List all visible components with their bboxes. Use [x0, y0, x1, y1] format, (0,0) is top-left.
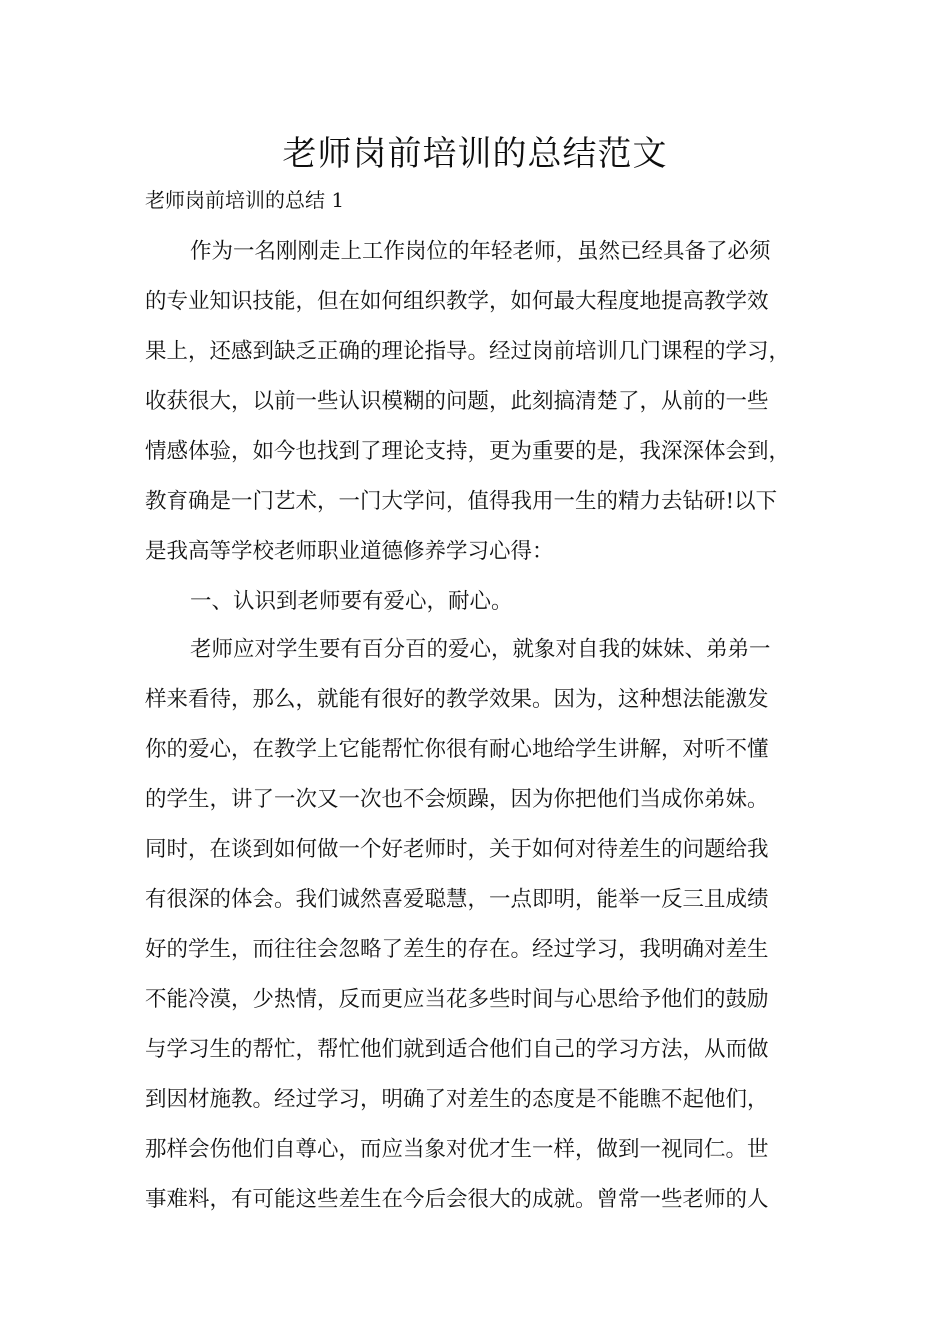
document-title: 老师岗前培训的总结范文 — [282, 134, 668, 174]
paragraph-line: 的学生，讲了一次又一次也不会烦躁，因为你把他们当成你弟妹。 — [145, 787, 769, 812]
paragraph-line: 好的学生，而往往会忽略了差生的存在。经过学习，我明确对差生 — [145, 937, 769, 962]
paragraph-line: 收获很大，以前一些认识模糊的问题，此刻搞清楚了，从前的一些 — [145, 389, 769, 414]
paragraph-line: 不能冷漠，少热情，反而更应当花多些时间与心思给予他们的鼓励 — [145, 987, 769, 1012]
paragraph-line: 你的爱心，在教学上它能帮忙你很有耐心地给学生讲解，对听不懂 — [145, 737, 769, 762]
paragraph-line: 果上，还感到缺乏正确的理论指导。经过岗前培训几门课程的学习， — [145, 339, 791, 364]
paragraph-line: 情感体验，如今也找到了理论支持，更为重要的是，我深深体会到， — [145, 439, 791, 464]
section-heading: 一、认识到老师要有爱心，耐心。 — [190, 589, 513, 614]
document-subtitle: 老师岗前培训的总结 1 — [145, 188, 345, 212]
paragraph-line: 作为一名刚刚走上工作岗位的年轻老师，虽然已经具备了必须 — [190, 239, 771, 264]
paragraph-line: 到因材施教。经过学习，明确了对差生的态度是不能瞧不起他们， — [145, 1087, 769, 1112]
paragraph-line: 那样会伤他们自尊心，而应当象对优才生一样，做到一视同仁。世 — [145, 1137, 769, 1162]
paragraph-line: 教育确是一门艺术，一门大学问，值得我用一生的精力去钻研!以下 — [145, 489, 778, 514]
paragraph-line: 有很深的体会。我们诚然喜爱聪慧，一点即明，能举一反三且成绩 — [145, 887, 769, 912]
paragraph-line: 事难料，有可能这些差生在今后会很大的成就。曾常一些老师的人 — [145, 1187, 769, 1212]
paragraph-line: 的专业知识技能，但在如何组织教学，如何最大程度地提高教学效 — [145, 289, 769, 314]
paragraph-line: 是我高等学校老师职业道德修养学习心得： — [145, 539, 554, 564]
paragraph-line: 老师应对学生要有百分百的爱心，就象对自我的妹妹、弟弟一 — [190, 637, 771, 662]
paragraph-line: 同时，在谈到如何做一个好老师时，关于如何对待差生的问题给我 — [145, 837, 769, 862]
paragraph-line: 样来看待，那么，就能有很好的教学效果。因为，这种想法能激发 — [145, 687, 769, 712]
paragraph-line: 与学习生的帮忙，帮忙他们就到适合他们自己的学习方法，从而做 — [145, 1037, 769, 1062]
